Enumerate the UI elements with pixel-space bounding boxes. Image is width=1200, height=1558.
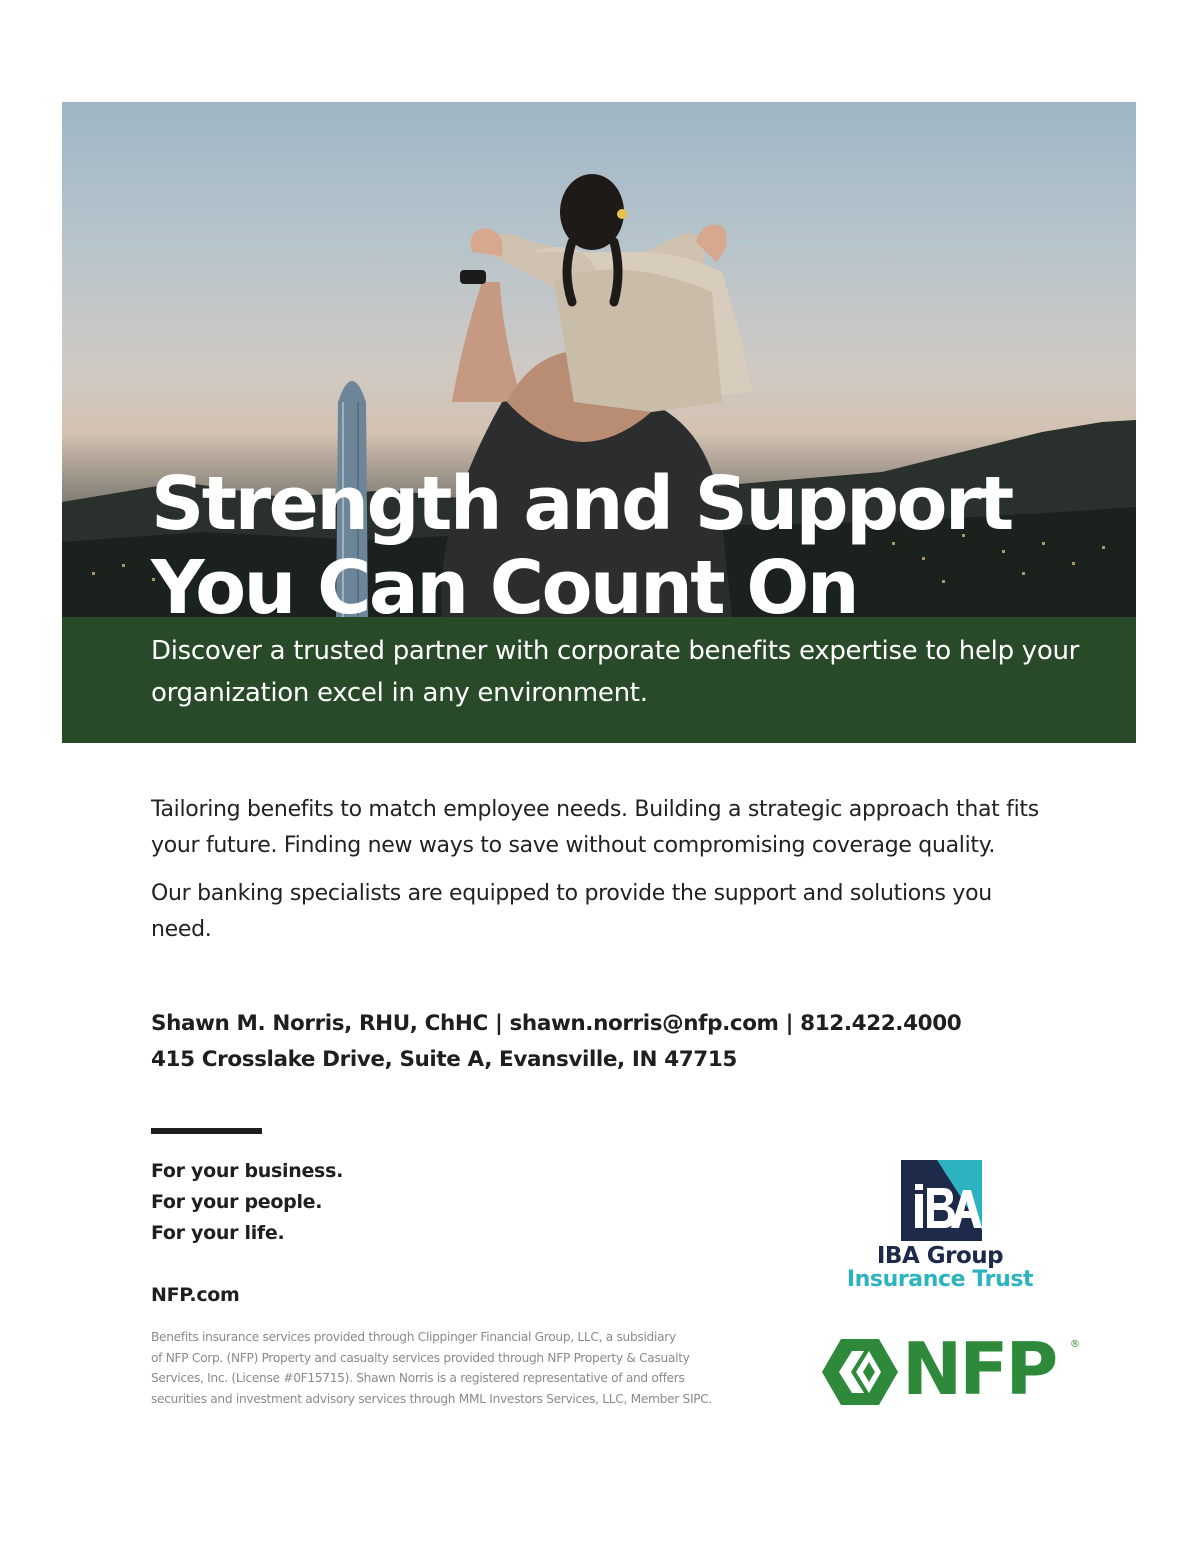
taglines (151, 1156, 551, 1249)
contact-line-1: Shawn M. Norris, RHU, ChHC | shawn.norris@nfp.com | 812.422.4000 (151, 1011, 962, 1036)
disclaimer-line: Benefits insurance services provided through Clippinger Financial Group, LLC, a subsidiary (151, 1330, 676, 1344)
disclaimer-line: Services, Inc. (License #0F15715). Shawn Norris is a registered representative of and offers (151, 1371, 685, 1385)
nfp-logo-mark-icon (822, 1339, 898, 1405)
body-paragraph-1: Tailoring benefits to match employee needs. Building a strategic approach that fits your future. Finding new ways to save without compromising coverage quality. (151, 797, 1039, 858)
tagline-people: For your people. (151, 1191, 323, 1213)
tagline-business: For your business. (151, 1160, 343, 1182)
registered-mark: ® (1070, 1339, 1080, 1350)
contact-address: 415 Crosslake Drive, Suite A, Evansville, IN 47715 (151, 1047, 737, 1072)
hero-subhead: Discover a trusted partner with corporate benefits expertise to help your organization excel in any environment. (151, 636, 1080, 708)
body-paragraph-2: Our banking specialists are equipped to provide the support and solutions you need. (151, 881, 992, 942)
hero-section (62, 102, 1136, 743)
disclaimer (151, 1327, 791, 1409)
iba-logo-subname: Insurance Trust (846, 1267, 1034, 1292)
tagline-life: For your life. (151, 1222, 285, 1244)
nfp-wordmark: NFP (902, 1327, 1056, 1411)
divider-rule (151, 1128, 262, 1134)
disclaimer-line: of NFP Corp. (NFP) Property and casualty services provided through NFP Property & Casualty (151, 1350, 690, 1365)
disclaimer-line: securities and investment advisory services through MML Investors Services, LLC, Member SIPC. (151, 1391, 713, 1406)
body-copy (151, 792, 1051, 948)
hero-headline (151, 462, 1131, 630)
iba-group-logo (820, 1160, 1060, 1295)
headline-line-1: Strength and Support (151, 461, 1012, 547)
nfp-site-link[interactable]: NFP.com (151, 1284, 240, 1306)
headline-line-2: You Can Count On (151, 545, 857, 631)
iba-logo-mark-icon (901, 1160, 982, 1241)
contact-info (151, 1006, 1081, 1078)
nfp-logo (822, 1327, 1082, 1411)
iba-logo-name: IBA Group (876, 1243, 1004, 1269)
